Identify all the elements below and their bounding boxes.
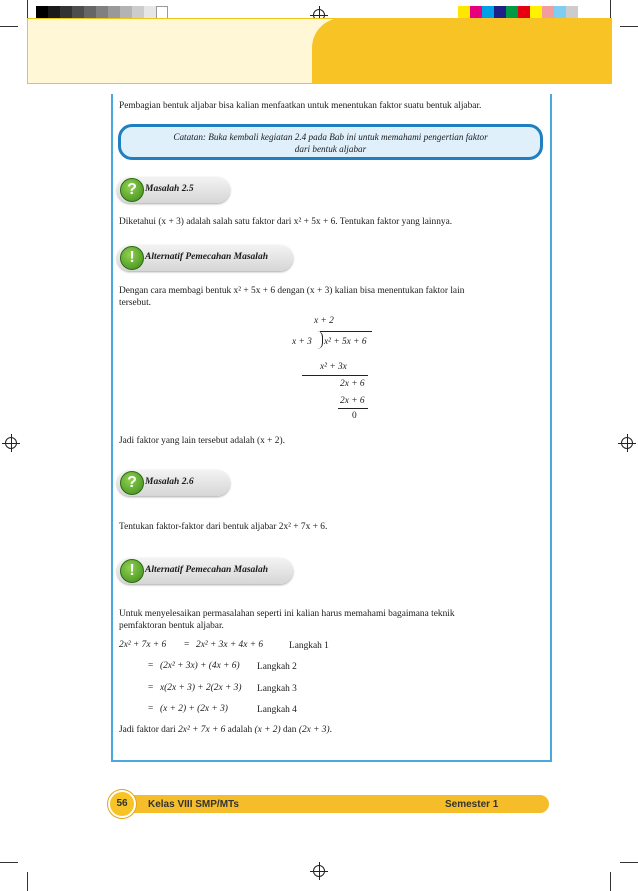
step-1-lhs: 2x² + 7x + 6 (119, 640, 167, 650)
crop-line (0, 862, 18, 863)
step-4-rhs: (x + 2) + (2x + 3) (160, 704, 228, 714)
question-icon: ? (120, 471, 144, 495)
problem-text: Diketahui (x + 3) adalah salah satu faktor dari x² + 5x + 6. Tentukan faktor yang lainnya. (119, 217, 453, 227)
step-3-label: Langkah 3 (257, 684, 297, 694)
problem-label: Masalah 2.5 (145, 184, 194, 194)
note-box (118, 124, 543, 160)
division-bar (320, 331, 372, 332)
step-4-label: Langkah 4 (257, 705, 297, 715)
division-step-1: x² + 3x (320, 362, 347, 372)
solution-label: Alternatif Pemecahan Masalah (145, 252, 268, 262)
solution-label-2: Alternatif Pemecahan Masalah (145, 565, 268, 575)
conclusion-text-b: adalah (227, 725, 253, 735)
page-number: 56 (108, 790, 136, 818)
crop-line (610, 0, 611, 18)
solution-text-2-cont: pemfaktoran bentuk aljabar. (119, 621, 224, 631)
registration-mark-left (5, 437, 17, 449)
solution-label-pill (117, 245, 293, 271)
division-remainder-1: 2x + 6 (340, 379, 365, 389)
division-dividend: x² + 5x + 6 (324, 337, 367, 347)
conclusion-factor-2: (2x + 3) (298, 725, 330, 735)
registration-mark-bottom (313, 865, 325, 877)
solution-label-pill-2 (117, 558, 293, 584)
solution-conclusion: Jadi faktor yang lain tersebut adalah (x + 2). (119, 436, 285, 446)
intro-paragraph: Pembagian bentuk aljabar bisa kalian menfaatkan untuk menentukan faktor suatu bentuk aljabar. (119, 101, 482, 111)
note-line-2: dari bentuk aljabar (294, 144, 367, 154)
step-2-label: Langkah 2 (257, 662, 297, 672)
crop-line (0, 26, 18, 27)
footer-book-title: Kelas VIII SMP/MTs (148, 799, 239, 810)
problem-label-pill-2 (117, 470, 230, 496)
footer-semester: Semester 1 (445, 799, 499, 810)
note-line-1: Catatan: Buka kembali kegiatan 2.4 pada Bab ini untuk memahami pengertian faktor (173, 132, 488, 142)
step-4-eq: = (148, 704, 154, 714)
division-divisor: x + 3 (292, 337, 312, 347)
step-2-eq: = (148, 661, 154, 671)
step-3-eq: = (148, 683, 154, 693)
crop-line (27, 872, 28, 891)
registration-mark-right (621, 437, 633, 449)
problem-label-2: Masalah 2.6 (145, 477, 194, 487)
problem-text-2: Tentukan faktor-faktor dari bentuk aljabar 2x² + 7x + 6. (119, 522, 328, 532)
division-step-2: 2x + 6 (340, 396, 365, 406)
problem-label-pill (117, 177, 230, 203)
exclamation-icon: ! (120, 246, 144, 270)
crop-line (27, 0, 28, 18)
conclusion-text-a: Jadi faktor dari (119, 725, 176, 735)
division-remainder-2: 0 (352, 411, 357, 421)
step-2-rhs: (2x² + 3x) + (4x + 6) (160, 661, 240, 671)
header-tab (312, 18, 612, 84)
conclusion-expression: 2x² + 7x + 6 (178, 725, 226, 735)
step-1-eq: = (184, 640, 190, 650)
step-1-label: Langkah 1 (289, 641, 329, 651)
conclusion-end: . (329, 725, 332, 735)
crop-line (620, 26, 638, 27)
crop-line (610, 872, 611, 891)
solution-text: Dengan cara membagi bentuk x² + 5x + 6 dengan (x + 3) kalian bisa menentukan faktor lain (119, 286, 465, 296)
solution-text-cont: tersebut. (119, 298, 152, 308)
division-quotient: x + 2 (314, 316, 334, 326)
final-conclusion (119, 724, 332, 737)
division-underline-2 (338, 408, 368, 409)
crop-line (620, 862, 638, 863)
step-1-rhs: 2x² + 3x + 4x + 6 (196, 640, 264, 650)
exclamation-icon: ! (120, 559, 144, 583)
solution-text-2: Untuk menyelesaikan permasalahan seperti ini kalian harus memahami bagaimana teknik (119, 609, 455, 619)
question-icon: ? (120, 178, 144, 202)
conclusion-factor-1: (x + 2) (254, 725, 281, 735)
division-underline-1 (302, 375, 368, 376)
step-3-rhs: x(2x + 3) + 2(2x + 3) (160, 683, 242, 693)
conclusion-text-c: dan (282, 725, 297, 735)
